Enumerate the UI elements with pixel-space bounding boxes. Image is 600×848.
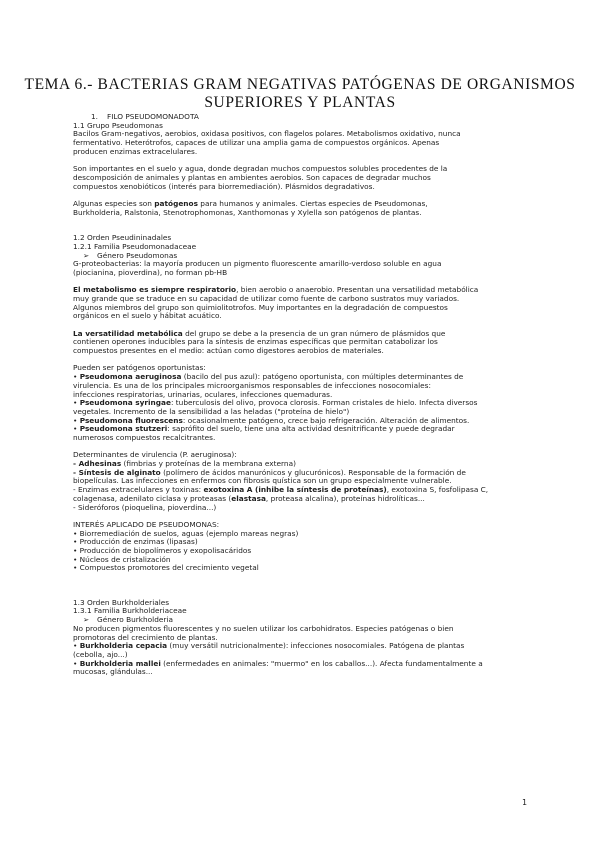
list-item: • Producción de enzimas (lipasas)	[73, 537, 198, 547]
list-item: • Pseudomona stutzeri: saprófito del suelo, tiene una alta actividad desnitrificante y puede degradar	[73, 424, 455, 434]
genus-heading: ➢ Género Pseudomonas	[83, 250, 178, 260]
subsection-heading: 1.2 Orden Pseudininadales	[73, 233, 172, 243]
arrow-icon: ➢	[83, 250, 90, 260]
list-intro: Pueden ser patógenos oportunistas:	[73, 363, 206, 373]
list-item: - Adhesinas (fimbrias y proteínas de la membrana externa)	[73, 459, 296, 469]
paragraph: El metabolismo es siempre respiratorio, bien aerobio o anaerobio. Presentan una versatilidad metabólica	[73, 285, 479, 295]
list-item: • Compuestos promotores del crecimiento vegetal	[73, 563, 259, 573]
paragraph: No producen pigmentos fluorescentes y no suelen utilizar los carbohidratos. Especies patógenas o bien	[73, 623, 454, 633]
list-item: • Pseudomona aeruginosa (bacilo del pus azul): patógeno oportunista, con múltiples determinantes de	[73, 372, 464, 382]
paragraph: G-proteobacterias: la mayoría producen un pigmento fluorescente amarillo-verdoso soluble en agua	[73, 259, 442, 269]
list-item: • Núcleos de cristalización	[73, 554, 171, 564]
list-item: • Burkholderia cepacia (muy versátil nutricionalmente): infecciones nosocomiales. Patógena de plantas	[73, 641, 465, 651]
list-item: • Pseudomona syringae: tuberculosis del olivo, provoca clorosis. Forman cristales de hielo. Infecta diversos	[73, 398, 478, 408]
paragraph: Son importantes en el suelo y agua, donde degradan muchos compuestos solubles procedentes de la	[73, 164, 448, 174]
paragraph: Algunas especies son patógenos para humanos y animales. Ciertas especies de Pseudomonas,	[73, 198, 428, 208]
family-heading: 1.3.1 Familia Burkholderiaceae	[73, 606, 187, 616]
document-body: 1. FILO PSEUDOMONADOTA 1.1 Grupo Pseudomonas Bacilos Gram-negativos, aerobios, oxidasa positivos, con flagelos polares. Metabolismos oxidativo, nunca fermentativo. Heterótrofos, capaces de utilizar una amplia gama de compuestos orgánicos. Apenas producen enzimas extracelulares. Son importantes en el suelo y agua, donde degradan muchos compuestos solubles procedentes de la descomposición de animales y plantas en ambientes aerobios. Son capaces de degradar muchos compuestos xenobióticos (interés para biorremediación). Plásmidos degradativos. Algunas especies son patógenos para humanos y animales. Ciertas especies de Pseudomonas, Burkholderia, Ralstonia, Stenotrophomonas, Xanthomonas y Xylella son patógenos de plantas. 1.2 Orden Pseudininadales 1.2.1 Familia Pseudomonadaceae ➢ Género Pseudomonas G-proteobacterias: la mayoría producen un pigmento fluorescente amarillo-verdoso soluble en agua (piocianina, pioverdina), no forman pb-HB El metabolismo es siempre respiratorio, bien aerobio o anaerobio. Presentan una versatilidad metabólica muy grande que se traduce en su capacidad de utilizar como fuente de carbono sustratos muy variados. Algunos miembros del grupo son quimiolitotrofos. Muy importantes en la degradación de compuestos orgánicos en el suelo y hábitat acuático. La versatilidad metabólica del grupo se debe a la presencia de un gran número de plásmidos que contienen operones inducibles para la síntesis de enzimas específicas que permitan catabolizar los compuestos presentes en el medio: actúan como digestores aerobios de materiales. Pueden ser patógenos oportunistas: • Pseudomona aeruginosa (bacilo del pus azul): patógeno oportunista, con múltiples determinantes de virulencia. Es una de los principales microorganismos responsables de infecciones nosocomiales: infecciones respiratorias, urinarias, oculares, infecciones quemaduras. • Pseudomona syringae: tuberculosis del olivo, provoca clorosis. Forman cristales de hielo. Infecta diversos vegetales. Incremento de la sensibilidad a las heladas ("proteína de hielo") • Pseudomona fluorescens: ocasionalmente patógeno, crece bajo refrigeración. Alteración de alimentos. • Pseudomona stutzeri: saprófito del suelo, tiene una alta actividad desnitrificante y puede degradar numerosos compuestos recalcitrantes. Determinantes de virulencia (P. aeruginosa): - Adhesinas (fimbrias y proteínas de la membrana externa) - Síntesis de alginato (polímero de ácidos manurónicos y glucurónicos). Responsable de la formación de biopelículas. Las infecciones en enfermos con fibrosis quística son un grupo especialmente vulnerable. - Enzimas extracelulares y toxinas: exotoxina A (inhibe la síntesis de proteínas), exotoxina S, fosfolipasa C, colagenasa, adenilato ciclasa y proteasas (elastasa, proteasa alcalina), proteínas hidrolíticas... - Sideróforos (pioquelina, pioverdina...) INTERÉS APLICADO DE PSEUDOMONAS: • Biorremediación de suelos, aguas (ejemplo mareas negras) • Producción de enzimas (lipasas) • Producción de biopolímeros y exopolisacáridos • Núcleos de cristalización • Compuestos promotores del crecimiento vegetal 1.3 Orden Burkholderiales 1.3.1 Familia Burkholderiaceae ➢ Género Burkholderia No producen pigmentos fluorescentes y no suelen utilizar los carbohidratos. Especies patógenas o bien promotoras del crecimiento de plantas. • Burkholderia cepacia (muy versátil nutricionalmente): infecciones nosocomiales. Patógena de plantas (cebolla, ajo...) • Burkholderia mallei (enfermedades en animales: "muermo" en los caballos...). Afecta fundamentalmente a mucosas, glándulas...	[73, 113, 535, 677]
list-item: • Producción de biopolímeros y exopolisacáridos	[73, 545, 252, 555]
genus-heading: ➢ Género Burkholderia	[83, 615, 173, 625]
list-item: • Burkholderia mallei (enfermedades en animales: "muermo" en los caballos...). Afecta fundamentalmente a	[73, 658, 483, 668]
section-heading-1: 1. FILO PSEUDOMONADOTA	[91, 112, 199, 121]
list-intro: Determinantes de virulencia (P. aeruginosa):	[73, 450, 237, 460]
list-item: - Sideróforos (pioquelina, pioverdina...)	[73, 502, 217, 512]
paragraph: Bacilos Gram-negativos, aerobios, oxidasa positivos, con flagelos polares. Metabolismos oxidativo, nunca	[73, 129, 461, 139]
list-heading: INTERÉS APLICADO DE PSEUDOMONAS:	[73, 519, 220, 529]
family-heading: 1.2.1 Familia Pseudomonadaceae	[73, 241, 197, 251]
list-item: - Síntesis de alginato (polímero de ácidos manurónicos y glucurónicos). Responsable de la formación de	[73, 467, 466, 477]
subsection-heading: 1.3 Orden Burkholderiales	[73, 597, 170, 607]
subsection-heading: 1.1 Grupo Pseudomonas	[73, 120, 163, 130]
list-item: - Enzimas extracelulares y toxinas: exotoxina A (inhibe la síntesis de proteínas), exotoxina S, fosfolipasa C,	[73, 485, 489, 495]
list-item: • Pseudomona fluorescens: ocasionalmente patógeno, crece bajo refrigeración. Alteración de alimentos.	[73, 415, 470, 425]
paragraph: La versatilidad metabólica del grupo se debe a la presencia de un gran número de plásmidos que	[73, 328, 446, 338]
document-title: TEMA 6.- BACTERIAS GRAM NEGATIVAS PATÓGENAS DE ORGANISMOS SUPERIORES Y PLANTAS	[24, 76, 576, 111]
list-item: • Biorremediación de suelos, aguas (ejemplo mareas negras)	[73, 528, 299, 538]
arrow-icon: ➢	[83, 615, 90, 625]
page-number: 1	[522, 798, 528, 807]
